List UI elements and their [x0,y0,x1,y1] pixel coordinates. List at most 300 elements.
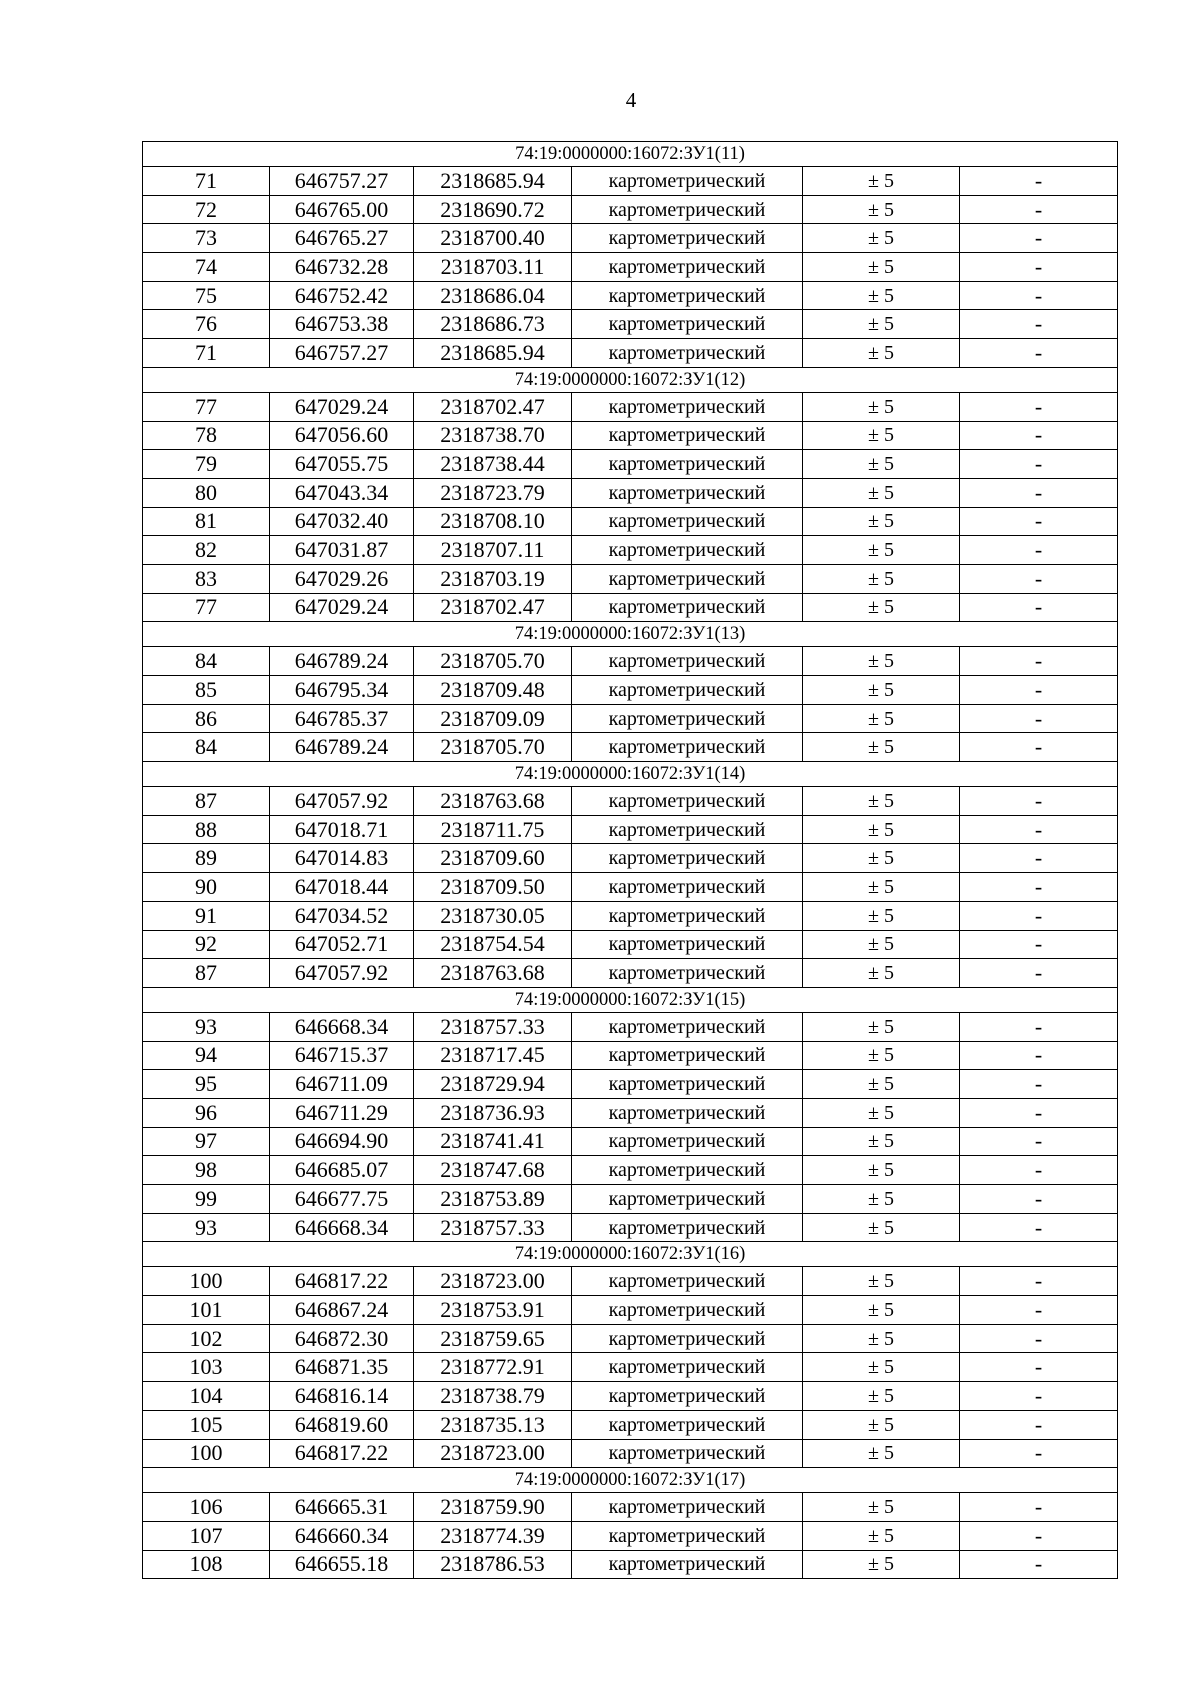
point-number: 95 [143,1070,270,1099]
determination-method: картометрический [572,1410,803,1439]
point-number: 73 [143,224,270,253]
parcel-cadastral-number: 74:19:0000000:16072:ЗУ1(17) [143,1468,1118,1493]
determination-method: картометрический [572,959,803,988]
coordinate-x: 646817.22 [270,1267,414,1296]
point-number: 107 [143,1521,270,1550]
note: - [960,1493,1118,1522]
table-row [143,733,1118,762]
accuracy: ± 5 [803,787,960,816]
note: - [960,1070,1118,1099]
note: - [960,1324,1118,1353]
note: - [960,1550,1118,1579]
coordinate-y: 2318709.09 [414,704,572,733]
table-row [143,1185,1118,1214]
determination-method: картометрический [572,787,803,816]
note: - [960,647,1118,676]
note: - [960,421,1118,450]
point-number: 77 [143,593,270,622]
coordinate-x: 646665.31 [270,1493,414,1522]
determination-method: картометрический [572,1493,803,1522]
coordinate-y: 2318685.94 [414,167,572,196]
coordinate-x: 647055.75 [270,450,414,479]
coordinate-x: 646817.22 [270,1439,414,1468]
note: - [960,310,1118,339]
note: - [960,901,1118,930]
table-row [143,392,1118,421]
accuracy: ± 5 [803,195,960,224]
determination-method: картометрический [572,421,803,450]
coordinate-y: 2318763.68 [414,787,572,816]
page-number: 4 [625,88,637,112]
determination-method: картометрический [572,224,803,253]
coordinate-x: 646685.07 [270,1156,414,1185]
determination-method: картометрический [572,281,803,310]
determination-method: картометрический [572,873,803,902]
coordinate-x: 647034.52 [270,901,414,930]
table-row [143,704,1118,733]
coordinate-x: 647043.34 [270,478,414,507]
accuracy: ± 5 [803,733,960,762]
parcel-cadastral-number: 74:19:0000000:16072:ЗУ1(16) [143,1242,1118,1267]
note: - [960,507,1118,536]
coordinate-x: 646819.60 [270,1410,414,1439]
table-row [143,1213,1118,1242]
table-row [143,310,1118,339]
coordinate-y: 2318723.00 [414,1267,572,1296]
accuracy: ± 5 [803,873,960,902]
coordinate-x: 646867.24 [270,1296,414,1325]
note: - [960,1127,1118,1156]
coordinate-y: 2318754.54 [414,930,572,959]
coordinate-y: 2318703.19 [414,564,572,593]
accuracy: ± 5 [803,339,960,368]
determination-method: картометрический [572,1267,803,1296]
coordinate-y: 2318717.45 [414,1041,572,1070]
table-row [143,1267,1118,1296]
determination-method: картометрический [572,392,803,421]
accuracy: ± 5 [803,1550,960,1579]
parcel-cadastral-number: 74:19:0000000:16072:ЗУ1(13) [143,622,1118,647]
accuracy: ± 5 [803,564,960,593]
table-row [143,1156,1118,1185]
determination-method: картометрический [572,733,803,762]
table-row [143,844,1118,873]
note: - [960,392,1118,421]
parcel-cadastral-number: 74:19:0000000:16072:ЗУ1(11) [143,142,1118,167]
point-number: 92 [143,930,270,959]
coordinate-y: 2318759.65 [414,1324,572,1353]
coordinate-x: 646872.30 [270,1324,414,1353]
point-number: 75 [143,281,270,310]
coordinate-y: 2318757.33 [414,1213,572,1242]
coordinate-x: 646789.24 [270,733,414,762]
determination-method: картометрический [572,450,803,479]
table-row [143,1098,1118,1127]
determination-method: картометрический [572,1098,803,1127]
coordinate-y: 2318707.11 [414,536,572,565]
table-row [143,593,1118,622]
point-number: 87 [143,959,270,988]
table-row [143,1012,1118,1041]
point-number: 74 [143,253,270,282]
coordinate-y: 2318738.79 [414,1382,572,1411]
table-row [143,1410,1118,1439]
determination-method: картометрический [572,536,803,565]
note: - [960,478,1118,507]
coordinate-x: 646785.37 [270,704,414,733]
parcel-header-row [143,142,1118,167]
accuracy: ± 5 [803,844,960,873]
determination-method: картометрический [572,1012,803,1041]
point-number: 77 [143,392,270,421]
coordinate-x: 646677.75 [270,1185,414,1214]
note: - [960,1012,1118,1041]
coordinates-table [142,141,1118,1579]
note: - [960,815,1118,844]
accuracy: ± 5 [803,507,960,536]
point-number: 81 [143,507,270,536]
note: - [960,1382,1118,1411]
table-row [143,787,1118,816]
coordinate-x: 646711.09 [270,1070,414,1099]
note: - [960,733,1118,762]
determination-method: картометрический [572,310,803,339]
note: - [960,1213,1118,1242]
accuracy: ± 5 [803,1012,960,1041]
coordinate-y: 2318736.93 [414,1098,572,1127]
determination-method: картометрический [572,564,803,593]
note: - [960,873,1118,902]
point-number: 90 [143,873,270,902]
determination-method: картометрический [572,1185,803,1214]
point-number: 88 [143,815,270,844]
coordinate-y: 2318709.60 [414,844,572,873]
accuracy: ± 5 [803,281,960,310]
point-number: 80 [143,478,270,507]
coordinate-y: 2318723.79 [414,478,572,507]
coordinate-y: 2318702.47 [414,593,572,622]
accuracy: ± 5 [803,450,960,479]
coordinate-x: 646655.18 [270,1550,414,1579]
note: - [960,959,1118,988]
parcel-header-row [143,622,1118,647]
table-row [143,1439,1118,1468]
note: - [960,253,1118,282]
accuracy: ± 5 [803,310,960,339]
accuracy: ± 5 [803,1493,960,1522]
table-row [143,1127,1118,1156]
accuracy: ± 5 [803,593,960,622]
determination-method: картометрический [572,1353,803,1382]
accuracy: ± 5 [803,392,960,421]
table-row [143,564,1118,593]
table-row [143,450,1118,479]
point-number: 83 [143,564,270,593]
point-number: 71 [143,167,270,196]
table-row [143,1324,1118,1353]
point-number: 93 [143,1213,270,1242]
point-number: 79 [143,450,270,479]
note: - [960,339,1118,368]
table-row [143,1070,1118,1099]
table-row [143,1493,1118,1522]
coordinate-y: 2318747.68 [414,1156,572,1185]
parcel-header-row [143,762,1118,787]
point-number: 89 [143,844,270,873]
coordinate-x: 647018.71 [270,815,414,844]
coordinate-y: 2318723.00 [414,1439,572,1468]
coordinate-x: 646668.34 [270,1012,414,1041]
coordinate-y: 2318711.75 [414,815,572,844]
coordinate-y: 2318729.94 [414,1070,572,1099]
accuracy: ± 5 [803,901,960,930]
coordinate-y: 2318786.53 [414,1550,572,1579]
table-row [143,195,1118,224]
determination-method: картометрический [572,815,803,844]
point-number: 101 [143,1296,270,1325]
coordinate-y: 2318772.91 [414,1353,572,1382]
table-row [143,930,1118,959]
table-row [143,676,1118,705]
coordinate-x: 646752.42 [270,281,414,310]
determination-method: картометрический [572,478,803,507]
coordinate-x: 646660.34 [270,1521,414,1550]
accuracy: ± 5 [803,1070,960,1099]
determination-method: картометрический [572,1213,803,1242]
table-row [143,959,1118,988]
accuracy: ± 5 [803,1213,960,1242]
accuracy: ± 5 [803,536,960,565]
coordinate-x: 647029.24 [270,392,414,421]
point-number: 91 [143,901,270,930]
table-row [143,1382,1118,1411]
point-number: 87 [143,787,270,816]
accuracy: ± 5 [803,647,960,676]
coordinate-x: 646789.24 [270,647,414,676]
note: - [960,224,1118,253]
table-row [143,339,1118,368]
coordinate-x: 646732.28 [270,253,414,282]
accuracy: ± 5 [803,959,960,988]
coordinate-y: 2318759.90 [414,1493,572,1522]
table-row [143,815,1118,844]
table-row [143,478,1118,507]
coordinate-y: 2318738.70 [414,421,572,450]
accuracy: ± 5 [803,1267,960,1296]
point-number: 100 [143,1439,270,1468]
table-row [143,536,1118,565]
coordinate-x: 647014.83 [270,844,414,873]
coordinate-y: 2318690.72 [414,195,572,224]
determination-method: картометрический [572,647,803,676]
coordinate-y: 2318741.41 [414,1127,572,1156]
point-number: 96 [143,1098,270,1127]
determination-method: картометрический [572,844,803,873]
determination-method: картометрический [572,507,803,536]
point-number: 94 [143,1041,270,1070]
coordinate-y: 2318709.48 [414,676,572,705]
table-row [143,224,1118,253]
coordinate-x: 646765.27 [270,224,414,253]
point-number: 108 [143,1550,270,1579]
accuracy: ± 5 [803,676,960,705]
coordinate-y: 2318703.11 [414,253,572,282]
determination-method: картометрический [572,1521,803,1550]
note: - [960,1296,1118,1325]
point-number: 71 [143,339,270,368]
determination-method: картометрический [572,1324,803,1353]
determination-method: картометрический [572,195,803,224]
table-row [143,1550,1118,1579]
parcel-header-row [143,1468,1118,1493]
determination-method: картометрический [572,1439,803,1468]
table-row [143,1041,1118,1070]
point-number: 99 [143,1185,270,1214]
accuracy: ± 5 [803,1521,960,1550]
point-number: 82 [143,536,270,565]
coordinate-x: 646816.14 [270,1382,414,1411]
coordinate-y: 2318708.10 [414,507,572,536]
accuracy: ± 5 [803,421,960,450]
determination-method: картометрический [572,253,803,282]
point-number: 93 [143,1012,270,1041]
accuracy: ± 5 [803,1353,960,1382]
coordinate-y: 2318705.70 [414,733,572,762]
table-row [143,647,1118,676]
coordinate-x: 647031.87 [270,536,414,565]
table-row [143,1353,1118,1382]
accuracy: ± 5 [803,1382,960,1411]
accuracy: ± 5 [803,167,960,196]
coordinate-x: 647056.60 [270,421,414,450]
coordinate-y: 2318686.73 [414,310,572,339]
point-number: 72 [143,195,270,224]
accuracy: ± 5 [803,930,960,959]
point-number: 85 [143,676,270,705]
point-number: 104 [143,1382,270,1411]
accuracy: ± 5 [803,1041,960,1070]
determination-method: картометрический [572,704,803,733]
point-number: 86 [143,704,270,733]
coordinate-x: 646668.34 [270,1213,414,1242]
coordinates-table-body [143,142,1118,1579]
coordinate-x: 646711.29 [270,1098,414,1127]
coordinate-x: 646871.35 [270,1353,414,1382]
coordinate-y: 2318685.94 [414,339,572,368]
point-number: 78 [143,421,270,450]
determination-method: картометрический [572,1382,803,1411]
determination-method: картометрический [572,339,803,368]
determination-method: картометрический [572,167,803,196]
coordinate-x: 647018.44 [270,873,414,902]
accuracy: ± 5 [803,253,960,282]
determination-method: картометрический [572,1127,803,1156]
coordinate-x: 647029.26 [270,564,414,593]
determination-method: картометрический [572,930,803,959]
accuracy: ± 5 [803,1156,960,1185]
accuracy: ± 5 [803,1127,960,1156]
coordinate-y: 2318753.89 [414,1185,572,1214]
table-row [143,281,1118,310]
note: - [960,593,1118,622]
determination-method: картометрический [572,593,803,622]
coordinate-x: 646795.34 [270,676,414,705]
coordinate-x: 646757.27 [270,167,414,196]
note: - [960,844,1118,873]
point-number: 84 [143,733,270,762]
point-number: 97 [143,1127,270,1156]
accuracy: ± 5 [803,815,960,844]
determination-method: картометрический [572,1041,803,1070]
determination-method: картометрический [572,1070,803,1099]
note: - [960,1156,1118,1185]
determination-method: картометрический [572,1156,803,1185]
note: - [960,167,1118,196]
accuracy: ± 5 [803,1296,960,1325]
parcel-header-row [143,1242,1118,1267]
table-row [143,1296,1118,1325]
table-row [143,507,1118,536]
accuracy: ± 5 [803,1324,960,1353]
coordinate-y: 2318774.39 [414,1521,572,1550]
point-number: 100 [143,1267,270,1296]
coordinate-y: 2318709.50 [414,873,572,902]
note: - [960,1185,1118,1214]
note: - [960,1521,1118,1550]
note: - [960,1410,1118,1439]
note: - [960,450,1118,479]
parcel-header-row [143,367,1118,392]
parcel-cadastral-number: 74:19:0000000:16072:ЗУ1(15) [143,987,1118,1012]
note: - [960,1267,1118,1296]
coordinate-x: 647029.24 [270,593,414,622]
point-number: 102 [143,1324,270,1353]
coordinate-y: 2318763.68 [414,959,572,988]
parcel-cadastral-number: 74:19:0000000:16072:ЗУ1(12) [143,367,1118,392]
note: - [960,930,1118,959]
coordinate-x: 646694.90 [270,1127,414,1156]
parcel-cadastral-number: 74:19:0000000:16072:ЗУ1(14) [143,762,1118,787]
point-number: 98 [143,1156,270,1185]
coordinate-y: 2318757.33 [414,1012,572,1041]
table-row [143,1521,1118,1550]
coordinate-y: 2318700.40 [414,224,572,253]
note: - [960,536,1118,565]
note: - [960,1098,1118,1127]
table-row [143,167,1118,196]
accuracy: ± 5 [803,1098,960,1127]
coordinate-x: 647057.92 [270,787,414,816]
coordinate-y: 2318730.05 [414,901,572,930]
note: - [960,564,1118,593]
coordinate-y: 2318735.13 [414,1410,572,1439]
table-row [143,901,1118,930]
determination-method: картометрический [572,901,803,930]
accuracy: ± 5 [803,224,960,253]
coordinate-x: 647052.71 [270,930,414,959]
note: - [960,676,1118,705]
coordinate-x: 646715.37 [270,1041,414,1070]
point-number: 106 [143,1493,270,1522]
coordinate-x: 647057.92 [270,959,414,988]
note: - [960,195,1118,224]
coordinate-x: 647032.40 [270,507,414,536]
accuracy: ± 5 [803,1439,960,1468]
determination-method: картометрический [572,676,803,705]
point-number: 76 [143,310,270,339]
note: - [960,1041,1118,1070]
point-number: 84 [143,647,270,676]
